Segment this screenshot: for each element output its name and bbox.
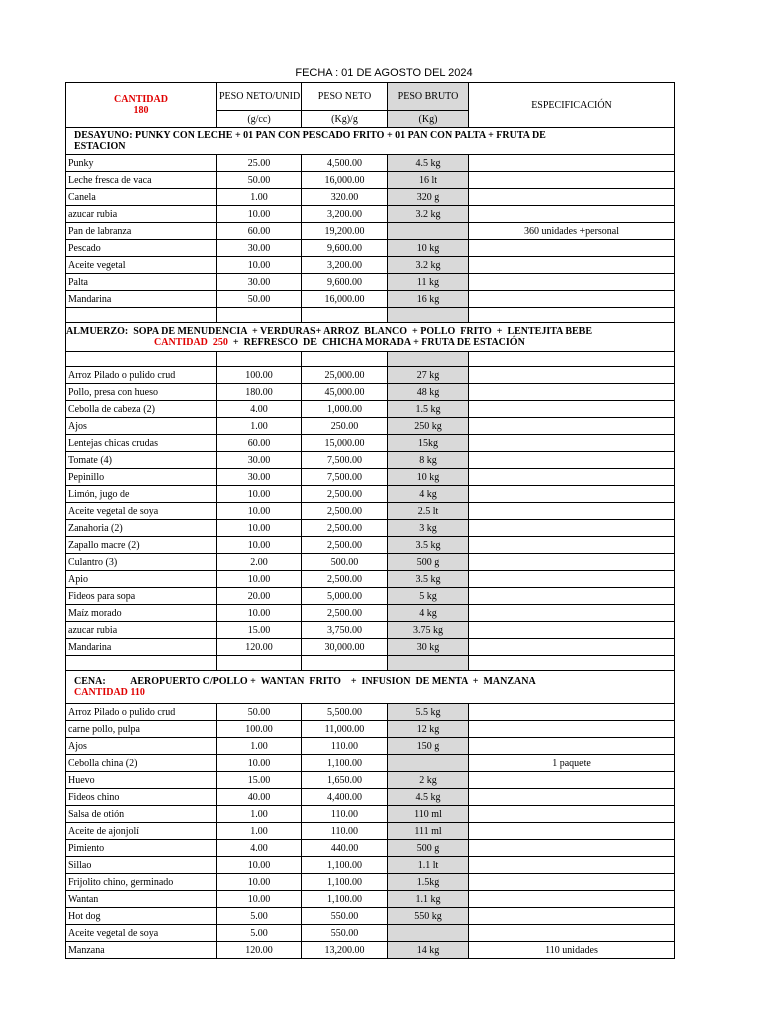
empty-cell (302, 656, 388, 671)
peso-bruto-cell: 2.5 lt (388, 503, 469, 520)
peso-bruto-cell: 16 lt (388, 172, 469, 189)
peso-bruto-cell: 15kg (388, 435, 469, 452)
table-row (66, 486, 675, 503)
peso-neto-unid-cell: 1.00 (217, 738, 302, 755)
especificacion-cell: 360 unidades +personal (469, 223, 675, 240)
table-row (66, 908, 675, 925)
ingredient-cell: Pescado (66, 240, 217, 257)
peso-neto-unid-cell: 120.00 (217, 639, 302, 656)
peso-neto-cell: 110.00 (302, 738, 388, 755)
peso-bruto-cell: 4.5 kg (388, 155, 469, 172)
especificacion-cell (469, 155, 675, 172)
ingredient-cell: Pollo, presa con hueso (66, 384, 217, 401)
peso-neto-unid-cell: 15.00 (217, 772, 302, 789)
peso-neto-unid-cell: 50.00 (217, 172, 302, 189)
especificacion-cell (469, 537, 675, 554)
especificacion-cell (469, 823, 675, 840)
empty-cell (469, 308, 675, 323)
table-row (66, 401, 675, 418)
peso-neto-unid-cell: 40.00 (217, 789, 302, 806)
table-row (66, 435, 675, 452)
peso-neto-cell: 5,000.00 (302, 588, 388, 605)
peso-neto-unid-cell: 4.00 (217, 840, 302, 857)
peso-neto-cell: 500.00 (302, 554, 388, 571)
ingredient-cell: Limón, jugo de (66, 486, 217, 503)
ingredient-cell: Mandarina (66, 291, 217, 308)
peso-bruto-cell: 4 kg (388, 605, 469, 622)
especificacion-cell (469, 418, 675, 435)
desayuno-title-row (66, 128, 675, 155)
peso-neto-unid-cell: 10.00 (217, 503, 302, 520)
ingredient-cell: Leche fresca de vaca (66, 172, 217, 189)
ingredient-cell: Fideos chino (66, 789, 217, 806)
especificacion-cell (469, 367, 675, 384)
table-row (66, 571, 675, 588)
especificacion-cell (469, 874, 675, 891)
empty-cell (302, 308, 388, 323)
especificacion-cell (469, 401, 675, 418)
ingredient-cell: Tomate (4) (66, 452, 217, 469)
table-row (66, 942, 675, 959)
peso-neto-unid-cell: 10.00 (217, 874, 302, 891)
peso-neto-cell: 2,500.00 (302, 537, 388, 554)
peso-neto-unid-cell: 10.00 (217, 520, 302, 537)
ingredient-cell: azucar rubia (66, 622, 217, 639)
peso-neto-cell: 30,000.00 (302, 639, 388, 656)
peso-neto-cell: 110.00 (302, 823, 388, 840)
ingredient-cell: Culantro (3) (66, 554, 217, 571)
especificacion-cell (469, 639, 675, 656)
peso-bruto-cell: 48 kg (388, 384, 469, 401)
peso-bruto-cell: 500 g (388, 554, 469, 571)
peso-bruto-cell: 30 kg (388, 639, 469, 656)
table-row (66, 206, 675, 223)
peso-neto-unid-cell: 5.00 (217, 908, 302, 925)
table-row (66, 503, 675, 520)
ingredient-cell: Maíz morado (66, 605, 217, 622)
ingredient-cell: Zapallo macre (2) (66, 537, 217, 554)
ingredient-cell: Zanahoria (2) (66, 520, 217, 537)
especificacion-cell (469, 503, 675, 520)
peso-neto-cell: 320.00 (302, 189, 388, 206)
ingredient-cell: Cebolla china (2) (66, 755, 217, 772)
almuerzo-title (66, 323, 675, 352)
peso-bruto-cell: 4.5 kg (388, 789, 469, 806)
ingredient-cell: Aceite de ajonjolí (66, 823, 217, 840)
table-row (66, 874, 675, 891)
ingredient-cell: Arroz Pilado o pulido crud (66, 704, 217, 721)
table-row (66, 605, 675, 622)
table-row (66, 738, 675, 755)
peso-bruto-cell: 500 g (388, 840, 469, 857)
peso-neto-cell: 7,500.00 (302, 452, 388, 469)
peso-neto-unid-cell: 50.00 (217, 291, 302, 308)
empty-cell (388, 352, 469, 367)
especificacion-cell (469, 622, 675, 639)
peso-neto-unid-cell: 10.00 (217, 755, 302, 772)
cantidad-value: 180 (133, 105, 149, 116)
peso-neto-unid-cell: 30.00 (217, 469, 302, 486)
ingredient-cell: Fideos para sopa (66, 588, 217, 605)
peso-bruto-cell (388, 223, 469, 240)
peso-neto-unid-cell: 10.00 (217, 486, 302, 503)
peso-neto-cell: 25,000.00 (302, 367, 388, 384)
almuerzo-spacer-row (66, 656, 675, 671)
table-row (66, 772, 675, 789)
peso-neto-unid-cell: 60.00 (217, 223, 302, 240)
ingredient-cell: Frijolito chino, germinado (66, 874, 217, 891)
especificacion-cell (469, 189, 675, 206)
especificacion-cell (469, 240, 675, 257)
almuerzo-cantidad: CANTIDAD 250 (154, 337, 228, 348)
peso-neto-cell: 15,000.00 (302, 435, 388, 452)
peso-bruto-cell: 3.5 kg (388, 571, 469, 588)
peso-neto-unid-cell: 10.00 (217, 605, 302, 622)
menu-table (65, 82, 675, 959)
table-row (66, 789, 675, 806)
peso-bruto-cell: 11 kg (388, 274, 469, 291)
ingredient-cell: Mandarina (66, 639, 217, 656)
table-row (66, 721, 675, 738)
cena-title (66, 671, 675, 704)
peso-neto-unid-cell: 120.00 (217, 942, 302, 959)
peso-bruto-cell: 1.1 kg (388, 891, 469, 908)
cantidad-header-cell (66, 83, 217, 128)
peso-neto-cell: 9,600.00 (302, 240, 388, 257)
peso-neto-cell: 2,500.00 (302, 605, 388, 622)
peso-bruto-cell: 3.2 kg (388, 257, 469, 274)
peso-neto-cell: 1,000.00 (302, 401, 388, 418)
ingredient-cell: carne pollo, pulpa (66, 721, 217, 738)
table-row (66, 857, 675, 874)
peso-bruto-cell: 5.5 kg (388, 704, 469, 721)
peso-bruto-cell: 8 kg (388, 452, 469, 469)
cena-cantidad: CANTIDAD 110 (74, 687, 145, 698)
ingredient-cell: azucar rubia (66, 206, 217, 223)
especificacion-cell (469, 435, 675, 452)
peso-neto-cell: 550.00 (302, 908, 388, 925)
table-row (66, 554, 675, 571)
peso-bruto-cell: 3.2 kg (388, 206, 469, 223)
header-row (66, 83, 675, 111)
ingredient-cell: Pimiento (66, 840, 217, 857)
ingredient-cell: Ajos (66, 738, 217, 755)
desayuno-spacer-row (66, 308, 675, 323)
table-row (66, 257, 675, 274)
especificacion-cell (469, 554, 675, 571)
ingredient-cell: Cebolla de cabeza (2) (66, 401, 217, 418)
especificacion-cell (469, 789, 675, 806)
empty-cell (66, 308, 217, 323)
especificacion-cell (469, 486, 675, 503)
especificacion-cell: 1 paquete (469, 755, 675, 772)
peso-bruto-cell: 1.5 kg (388, 401, 469, 418)
ingredient-cell: Pan de labranza (66, 223, 217, 240)
unit-bruto: (Kg) (388, 111, 469, 128)
peso-bruto-cell (388, 925, 469, 942)
empty-cell (388, 308, 469, 323)
peso-neto-cell: 1,100.00 (302, 755, 388, 772)
especificacion-cell (469, 605, 675, 622)
especificacion-cell (469, 452, 675, 469)
ingredient-cell: Pepinillo (66, 469, 217, 486)
especificacion-cell (469, 891, 675, 908)
especificacion-cell (469, 588, 675, 605)
especificacion-cell (469, 704, 675, 721)
empty-cell (469, 352, 675, 367)
peso-neto-cell: 1,100.00 (302, 857, 388, 874)
peso-neto-cell: 4,400.00 (302, 789, 388, 806)
almuerzo-title-line1: ALMUERZO: SOPA DE MENUDENCIA + VERDURAS+ ARROZ BLANCO + POLLO FRITO + LENTEJITA BEBE (66, 326, 593, 337)
peso-neto-unid-cell: 60.00 (217, 435, 302, 452)
ingredient-cell: Aceite vegetal (66, 257, 217, 274)
peso-neto-cell: 2,500.00 (302, 520, 388, 537)
table-row (66, 469, 675, 486)
empty-cell (217, 656, 302, 671)
especificacion-cell: 110 unidades (469, 942, 675, 959)
ingredient-cell: Wantan (66, 891, 217, 908)
table-row (66, 223, 675, 240)
especificacion-cell (469, 469, 675, 486)
peso-bruto-cell: 1.5kg (388, 874, 469, 891)
peso-neto-header: PESO NETO (302, 83, 388, 111)
peso-neto-unid-cell: 15.00 (217, 622, 302, 639)
peso-neto-cell: 2,500.00 (302, 571, 388, 588)
table-row (66, 155, 675, 172)
peso-bruto-cell: 27 kg (388, 367, 469, 384)
ingredient-cell: Punky (66, 155, 217, 172)
peso-neto-cell: 110.00 (302, 806, 388, 823)
peso-neto-cell: 11,000.00 (302, 721, 388, 738)
ingredient-cell: Arroz Pilado o pulido crud (66, 367, 217, 384)
especificacion-cell (469, 384, 675, 401)
peso-neto-cell: 7,500.00 (302, 469, 388, 486)
peso-neto-cell: 19,200.00 (302, 223, 388, 240)
table-row (66, 840, 675, 857)
peso-bruto-cell: 1.1 lt (388, 857, 469, 874)
table-row (66, 537, 675, 554)
peso-bruto-cell: 250 kg (388, 418, 469, 435)
desayuno-title-line1: DESAYUNO: PUNKY CON LECHE + 01 PAN CON PESCADO FRITO + 01 PAN CON PALTA + FRUTA DE (74, 130, 546, 141)
peso-neto-unid-cell: 25.00 (217, 155, 302, 172)
especificacion-cell (469, 291, 675, 308)
ingredient-cell: Manzana (66, 942, 217, 959)
peso-neto-unid-cell: 30.00 (217, 274, 302, 291)
peso-neto-cell: 3,200.00 (302, 206, 388, 223)
peso-bruto-cell: 10 kg (388, 469, 469, 486)
table-row (66, 755, 675, 772)
table-row (66, 639, 675, 656)
especificacion-cell (469, 206, 675, 223)
peso-neto-unid-cell: 2.00 (217, 554, 302, 571)
table-row (66, 452, 675, 469)
peso-bruto-cell: 16 kg (388, 291, 469, 308)
empty-cell (469, 656, 675, 671)
peso-neto-cell: 16,000.00 (302, 291, 388, 308)
especificacion-cell (469, 738, 675, 755)
table-row (66, 172, 675, 189)
especificacion-cell (469, 520, 675, 537)
peso-bruto-cell: 150 g (388, 738, 469, 755)
peso-neto-cell: 440.00 (302, 840, 388, 857)
especificacion-header: ESPECIFICACIÓN (469, 83, 675, 128)
peso-neto-unid-cell: 1.00 (217, 823, 302, 840)
ingredient-cell: Palta (66, 274, 217, 291)
peso-neto-cell: 3,750.00 (302, 622, 388, 639)
peso-neto-unid-cell: 100.00 (217, 721, 302, 738)
peso-neto-cell: 2,500.00 (302, 503, 388, 520)
empty-cell (217, 352, 302, 367)
peso-bruto-cell: 2 kg (388, 772, 469, 789)
peso-neto-unid-cell: 10.00 (217, 257, 302, 274)
especificacion-cell (469, 257, 675, 274)
table-row (66, 622, 675, 639)
ingredient-cell: Ajos (66, 418, 217, 435)
ingredient-cell: Huevo (66, 772, 217, 789)
desayuno-title-line2: ESTACION (74, 141, 126, 152)
peso-neto-unid-cell: 100.00 (217, 367, 302, 384)
document-date: FECHA : 01 DE AGOSTO DEL 2024 (295, 67, 473, 79)
peso-neto-cell: 1,650.00 (302, 772, 388, 789)
empty-cell (66, 656, 217, 671)
especificacion-cell (469, 925, 675, 942)
peso-neto-cell: 250.00 (302, 418, 388, 435)
peso-bruto-cell: 14 kg (388, 942, 469, 959)
ingredient-cell: Sillao (66, 857, 217, 874)
peso-neto-unid-cell: 10.00 (217, 857, 302, 874)
table-row (66, 274, 675, 291)
peso-neto-unid-cell: 10.00 (217, 537, 302, 554)
ingredient-cell: Lentejas chicas crudas (66, 435, 217, 452)
peso-bruto-cell: 3.5 kg (388, 537, 469, 554)
table-row (66, 823, 675, 840)
peso-neto-cell: 16,000.00 (302, 172, 388, 189)
peso-neto-unid-cell: 10.00 (217, 571, 302, 588)
peso-neto-cell: 1,100.00 (302, 874, 388, 891)
table-row (66, 189, 675, 206)
peso-bruto-cell: 3.75 kg (388, 622, 469, 639)
peso-neto-unid-cell: 180.00 (217, 384, 302, 401)
peso-neto-unid-cell: 5.00 (217, 925, 302, 942)
almuerzo-top-spacer-row (66, 352, 675, 367)
peso-bruto-cell (388, 755, 469, 772)
peso-neto-cell: 2,500.00 (302, 486, 388, 503)
especificacion-cell (469, 571, 675, 588)
peso-neto-cell: 5,500.00 (302, 704, 388, 721)
peso-bruto-cell: 111 ml (388, 823, 469, 840)
peso-neto-unid-cell: 50.00 (217, 704, 302, 721)
peso-neto-cell: 1,100.00 (302, 891, 388, 908)
peso-neto-cell: 9,600.00 (302, 274, 388, 291)
ingredient-cell: Salsa de otión (66, 806, 217, 823)
peso-neto-unid-cell: 1.00 (217, 189, 302, 206)
empty-cell (388, 656, 469, 671)
table-row (66, 925, 675, 942)
cena-title-row (66, 671, 675, 704)
table-row (66, 367, 675, 384)
especificacion-cell (469, 274, 675, 291)
peso-neto-unid-cell: 1.00 (217, 806, 302, 823)
empty-cell (217, 308, 302, 323)
especificacion-cell (469, 857, 675, 874)
peso-neto-cell: 3,200.00 (302, 257, 388, 274)
peso-neto-unid-cell: 1.00 (217, 418, 302, 435)
peso-bruto-header: PESO BRUTO (388, 83, 469, 111)
cantidad-label: CANTIDAD (114, 94, 168, 105)
peso-bruto-cell: 320 g (388, 189, 469, 206)
peso-bruto-cell: 10 kg (388, 240, 469, 257)
peso-neto-cell: 550.00 (302, 925, 388, 942)
desayuno-title (66, 128, 675, 155)
unit-neto: (Kg)/g (302, 111, 388, 128)
table-row (66, 291, 675, 308)
ingredient-cell: Apio (66, 571, 217, 588)
especificacion-cell (469, 840, 675, 857)
empty-cell (302, 352, 388, 367)
table-row (66, 520, 675, 537)
peso-neto-unid-cell: 10.00 (217, 206, 302, 223)
especificacion-cell (469, 172, 675, 189)
ingredient-cell: Aceite vegetal de soya (66, 925, 217, 942)
table-row (66, 806, 675, 823)
table-row (66, 704, 675, 721)
table-row (66, 384, 675, 401)
peso-neto-unid-cell: 30.00 (217, 240, 302, 257)
cena-title-line1: CENA: AEROPUERTO C/POLLO + WANTAN FRITO + INFUSION DE MENTA + MANZANA (74, 676, 536, 687)
peso-bruto-cell: 12 kg (388, 721, 469, 738)
especificacion-cell (469, 908, 675, 925)
table-row (66, 891, 675, 908)
table-row (66, 418, 675, 435)
peso-neto-cell: 4,500.00 (302, 155, 388, 172)
peso-bruto-cell: 550 kg (388, 908, 469, 925)
table-row (66, 588, 675, 605)
peso-neto-unid-cell: 20.00 (217, 588, 302, 605)
especificacion-cell (469, 721, 675, 738)
unit-neto-unid: (g/cc) (217, 111, 302, 128)
almuerzo-title-line2: + REFRESCO DE CHICHA MORADA + FRUTA DE ESTACIÓN (227, 337, 525, 348)
especificacion-cell (469, 806, 675, 823)
peso-neto-cell: 45,000.00 (302, 384, 388, 401)
peso-neto-unid-cell: 30.00 (217, 452, 302, 469)
almuerzo-title-row (66, 323, 675, 352)
peso-neto-unid-header: PESO NETO/UNID (217, 83, 302, 111)
peso-bruto-cell: 3 kg (388, 520, 469, 537)
especificacion-cell (469, 772, 675, 789)
peso-bruto-cell: 4 kg (388, 486, 469, 503)
ingredient-cell: Aceite vegetal de soya (66, 503, 217, 520)
peso-neto-unid-cell: 10.00 (217, 891, 302, 908)
peso-bruto-cell: 5 kg (388, 588, 469, 605)
ingredient-cell: Hot dog (66, 908, 217, 925)
peso-neto-cell: 13,200.00 (302, 942, 388, 959)
peso-bruto-cell: 110 ml (388, 806, 469, 823)
empty-cell (66, 352, 217, 367)
ingredient-cell: Canela (66, 189, 217, 206)
table-row (66, 240, 675, 257)
peso-neto-unid-cell: 4.00 (217, 401, 302, 418)
